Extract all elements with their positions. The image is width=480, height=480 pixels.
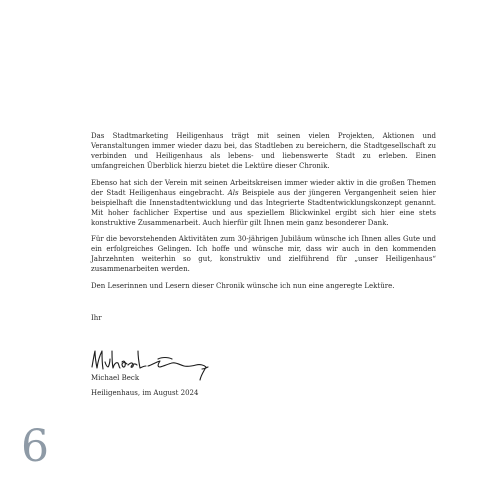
paragraph-4 [91,281,436,291]
paragraph-2-text-end: Beispiele aus der jüngeren Vergangenheit seien hier beispielhaft die Innenstadtentwicklung und das Integrierte Stadtentwicklungskonzept genannt. Mit hoher fachlicher Expertise und aus speziellem Blickwinkel ergibt sich hier eine stets konstruktive Zusammenarbeit. Auch hierfür gilt Ihnen mein ganz besonderer Dank. [91,188,436,227]
letter-body [91,131,436,297]
paragraph-3-text: Für die bevorstehenden Aktivitäten zum 30-jährigen Jubiläum wünsche ich Ihnen alles Gute und ein erfolgreiches Gelingen. Ich hoffe und wünsche mir, dass wir auch in den kommenden Jahrzehnten weiterhin so gut, konstruktiv und zielführend für „unser Heiligenhaus“ zusammenarbeiten werden. [91,235,436,273]
paragraph-1 [91,131,436,171]
paragraph-2 [91,178,436,228]
page-number: 6 [21,421,49,472]
paragraph-3 [91,234,436,274]
closing-greeting: Ihr [91,314,102,322]
place-and-date: Heiligenhaus, im August 2024 [91,389,199,397]
signer-name: Michael Beck [91,374,140,382]
paragraph-4-text: Den Leserinnen und Lesern dieser Chronik wünsche ich nun eine angeregte Lektüre. [91,281,395,290]
paragraph-2-emphasis: Als [227,188,239,197]
paragraph-2-text-start: Ebenso hat sich der Verein mit seinen Arbeitskreisen immer wieder aktiv in die großen Themen der Stadt Heiligenhaus eingebracht. [91,178,436,197]
paragraph-1-text: Das Stadtmarketing Heiligenhaus trägt mit seinen vielen Projekten, Aktionen und Veranstaltungen immer wieder dazu bei, das Stadtleben zu bereichern, die Stadtgesellschaft zu verbinden und Heiligenhaus als lebens- und liebenswerte Stadt zu erleben. Einen umfangreichen Überblick hierzu bietet die Lektüre dieser Chronik. [91,132,436,170]
